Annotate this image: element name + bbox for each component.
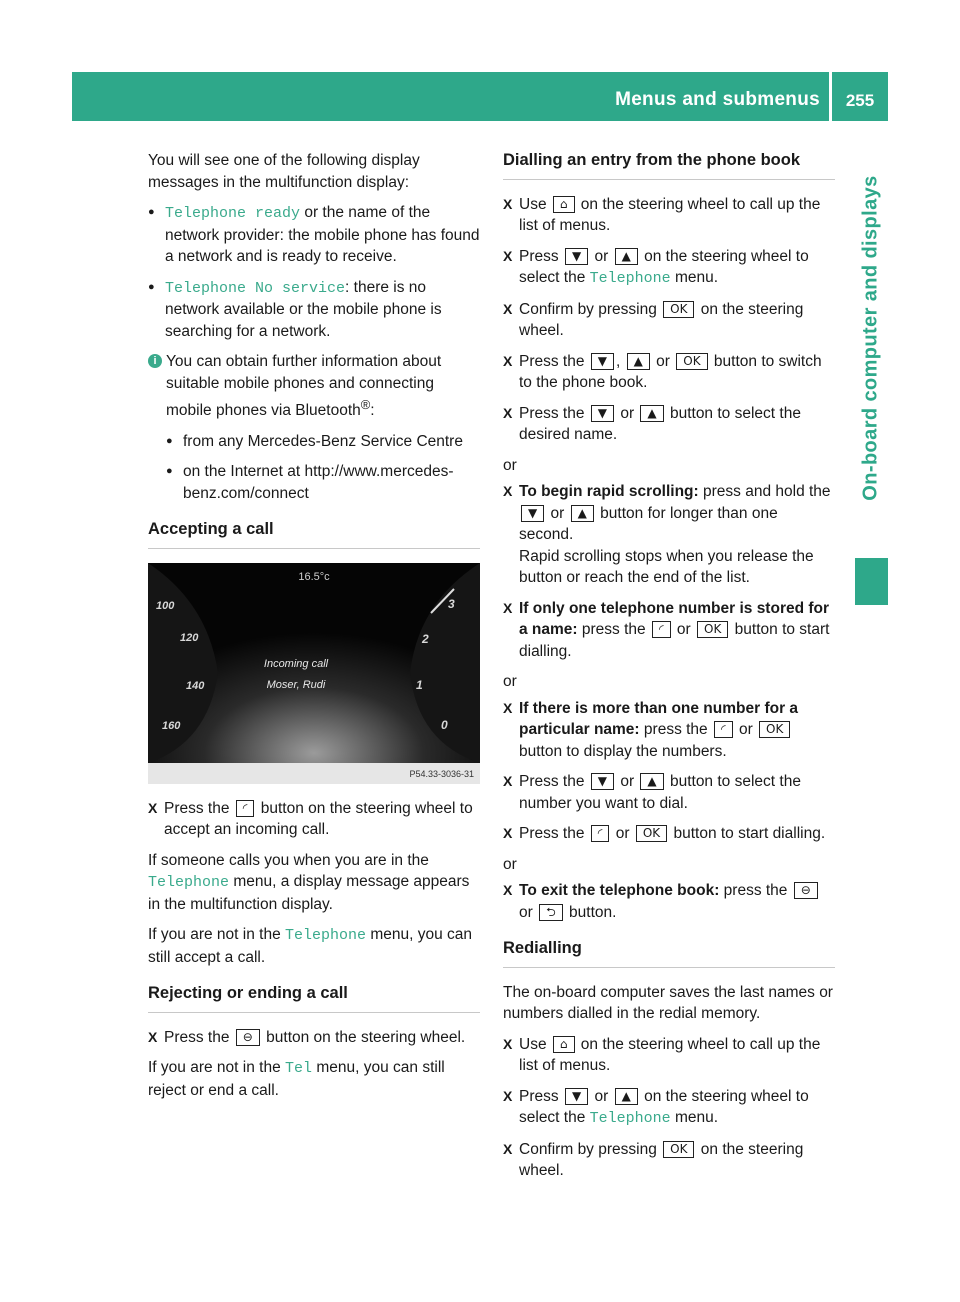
step-text: button to switch to the phone book. — [519, 352, 822, 391]
chapter-tab-marker — [855, 558, 888, 605]
paragraph-tel-menu — [148, 1057, 480, 1101]
step-rapid-scrolling — [503, 481, 835, 589]
step-text: Use — [519, 195, 551, 213]
step-redial-confirm — [503, 1139, 835, 1182]
info-note — [148, 351, 480, 422]
bullet-text: : there is no network available or the mobile phone is searching for a network. — [165, 278, 442, 340]
bullet-icon: ● — [148, 280, 155, 293]
bullet-no-service — [148, 277, 480, 343]
step-text: Press the — [519, 773, 589, 790]
heading-accepting-call: Accepting a call — [148, 519, 480, 549]
up-arrow-icon: ▲ — [615, 248, 638, 265]
step-redial-select-telephone — [503, 1086, 835, 1130]
bullet-text: or the name of the network provider: the mobile phone has found a network and is ready to receive. — [165, 204, 480, 265]
step-text: or — [616, 404, 639, 422]
step-text: Confirm by pressing — [519, 300, 662, 318]
step-text: Press the — [519, 825, 589, 842]
bullet-icon: ● — [148, 206, 155, 218]
step-marker-icon: X — [503, 195, 513, 212]
step-start-dialling — [503, 823, 835, 845]
step-text: , — [616, 352, 625, 370]
step-text: or — [590, 247, 613, 265]
heading-rejecting-call: Rejecting or ending a call — [148, 983, 480, 1013]
bullet-text: from any Mercedes-Benz Service Centre — [183, 432, 463, 450]
display-message-code: Telephone ready — [165, 205, 301, 222]
step-text: or — [611, 825, 634, 842]
speed-tick-label: 120 — [180, 631, 199, 644]
up-arrow-icon: ▲ — [615, 1088, 638, 1105]
step-switch-phone-book — [503, 351, 835, 394]
step-bold-text: To begin rapid scrolling: — [519, 483, 699, 500]
step-text: menu. — [670, 1109, 719, 1126]
display-line-caller: Moser, Rudi — [266, 678, 326, 691]
step-select-name — [503, 403, 835, 446]
down-arrow-icon: ▼ — [591, 353, 614, 370]
info-icon: i — [148, 354, 162, 368]
intro-paragraph: You will see one of the following display messages in the multifunction display: — [148, 152, 420, 191]
rpm-tick-label: 0 — [441, 717, 448, 732]
step-marker-icon: X — [503, 773, 513, 789]
paragraph-not-in-menu — [148, 924, 480, 968]
menu-name-code: Tel — [285, 1060, 313, 1078]
paragraph-telephone-menu — [148, 850, 480, 916]
step-marker-icon: X — [503, 352, 513, 369]
step-text: Press the — [519, 404, 589, 422]
speed-tick-label: 140 — [186, 679, 205, 692]
info-bullet-internet — [166, 461, 480, 504]
step-text: or — [672, 621, 696, 638]
rpm-tick-label: 2 — [422, 631, 429, 646]
step-text: Press — [519, 247, 563, 265]
step-text: button to start dialling. — [519, 621, 830, 660]
info-bullet-service-centre — [166, 431, 480, 453]
step-text: or — [616, 773, 639, 790]
step-call-up-menus — [503, 194, 835, 237]
registered-mark: ® — [360, 397, 371, 412]
step-marker-icon: X — [503, 1035, 513, 1052]
phone-answer-icon: ◜ — [714, 721, 733, 738]
step-marker-icon: X — [148, 1028, 158, 1045]
paragraph-redial: The on-board computer saves the last names or numbers dialled in the redial memory. — [503, 983, 833, 1022]
step-text: Press — [519, 1087, 563, 1105]
step-marker-icon: X — [503, 825, 513, 841]
phone-answer-icon: ◜ — [591, 825, 610, 842]
step-marker-icon: X — [503, 1140, 513, 1157]
text: menu, you can still reject or end a call. — [148, 1059, 445, 1099]
phone-answer-icon: ◜ — [652, 621, 671, 638]
step-multiple-numbers — [503, 698, 835, 763]
step-marker-icon: X — [503, 599, 513, 616]
step-text: on the steering wheel to call up the list of menus. — [519, 1035, 821, 1074]
text: menu, you can still accept a call. — [148, 926, 473, 966]
phone-hangup-icon: ⊖ — [794, 882, 818, 899]
down-arrow-icon: ▼ — [565, 1088, 588, 1105]
page-number: 255 — [832, 72, 888, 121]
or-separator: or — [503, 456, 517, 474]
step-subtext: Rapid scrolling stops when you release the button or reach the end of the list. — [519, 547, 814, 586]
step-bold-text: To exit the telephone book: — [519, 882, 720, 899]
text: menu, a display message appears in the multifunction display. — [148, 873, 470, 913]
step-marker-icon: X — [148, 799, 158, 816]
back-icon: ⮌ — [539, 904, 563, 921]
step-text: press the — [719, 882, 792, 899]
home-icon: ⌂ — [553, 196, 575, 213]
menu-name-code: Telephone — [148, 874, 230, 892]
step-reject-call — [148, 1027, 480, 1049]
step-text: Press the — [519, 352, 589, 370]
up-arrow-icon: ▲ — [627, 353, 650, 370]
ok-icon: OK — [663, 301, 694, 318]
step-text: press the — [639, 721, 712, 738]
step-text: or — [590, 1087, 613, 1105]
down-arrow-icon: ▼ — [591, 405, 614, 422]
step-marker-icon: X — [503, 404, 513, 421]
step-text: button on the steering wheel. — [261, 1028, 466, 1046]
home-icon: ⌂ — [553, 1036, 575, 1053]
step-text: menu. — [670, 269, 719, 286]
rpm-tick-label: 3 — [448, 596, 455, 611]
step-text: or — [519, 903, 538, 921]
step-text: Press the — [164, 799, 234, 817]
step-text: or — [546, 504, 569, 522]
display-line-incoming: Incoming call — [263, 657, 329, 670]
ok-icon: OK — [663, 1141, 694, 1158]
left-column — [148, 150, 480, 1110]
ok-icon: OK — [697, 621, 728, 638]
down-arrow-icon: ▼ — [565, 248, 588, 265]
ok-icon: OK — [676, 353, 707, 370]
step-select-number — [503, 771, 835, 814]
rpm-tick-label: 1 — [416, 677, 423, 692]
step-text: or — [734, 721, 758, 738]
step-text: on the steering wheel. — [519, 1140, 804, 1179]
text: If you are not in the — [148, 1059, 286, 1077]
up-arrow-icon: ▲ — [640, 773, 663, 790]
info-text-end: : — [370, 402, 375, 420]
bullet-icon: ● — [166, 434, 173, 447]
heading-dialling-phone-book: Dialling an entry from the phone book — [503, 150, 835, 180]
text: If you are not in the — [148, 926, 286, 944]
down-arrow-icon: ▼ — [521, 505, 544, 522]
heading-redialling: Redialling — [503, 938, 835, 968]
step-select-telephone-menu — [503, 246, 835, 290]
step-bold-text: If only one telephone number is stored for a name: — [519, 599, 830, 638]
speed-tick-label: 160 — [162, 719, 181, 732]
step-redial-call-up-menus — [503, 1034, 835, 1077]
page-section-title: Menus and submenus — [615, 89, 820, 110]
speed-tick-label: 100 — [156, 599, 175, 612]
step-text: button to select the number you want to dial. — [519, 773, 801, 812]
phone-hangup-icon: ⊖ — [236, 1029, 260, 1046]
step-text: Confirm by pressing — [519, 1140, 662, 1158]
chapter-tab-label: On-board computer and displays — [859, 175, 882, 501]
right-column — [503, 150, 835, 1191]
up-arrow-icon: ▲ — [571, 505, 594, 522]
step-marker-icon: X — [503, 300, 513, 317]
outside-temperature: 16.5°c — [298, 570, 330, 583]
step-single-number — [503, 598, 835, 663]
step-text: button to select the desired name. — [519, 404, 801, 443]
step-text: press and hold the — [698, 483, 831, 500]
step-text: button to start dialling. — [669, 825, 826, 842]
menu-name-code: Telephone — [589, 270, 671, 287]
step-marker-icon: X — [503, 247, 513, 264]
step-text: button on the steering wheel to accept an incoming call. — [164, 799, 473, 839]
bullet-icon: ● — [166, 465, 173, 478]
step-exit-phone-book — [503, 880, 835, 923]
step-text: on the steering wheel to select the — [519, 1087, 809, 1126]
step-text: button to display the numbers. — [519, 742, 727, 760]
menu-name-code: Telephone — [589, 1110, 671, 1127]
display-message-code: Telephone No service — [165, 279, 346, 297]
step-text: on the steering wheel to select the — [519, 247, 809, 286]
up-arrow-icon: ▲ — [640, 405, 663, 422]
step-text: button. — [564, 903, 617, 921]
or-separator: or — [503, 855, 517, 873]
step-marker-icon: X — [503, 483, 513, 499]
step-text: on the steering wheel. — [519, 300, 804, 339]
step-bold-text: If there is more than one number for a particular name: — [519, 699, 799, 738]
step-marker-icon: X — [503, 699, 513, 716]
instrument-cluster-image — [148, 563, 480, 784]
figure-reference: P54.33-3036-31 — [409, 768, 474, 779]
down-arrow-icon: ▼ — [591, 773, 614, 790]
or-separator: or — [503, 673, 517, 690]
step-text: Press the — [164, 1028, 234, 1046]
step-text: press the — [577, 621, 650, 638]
step-text: or — [651, 352, 675, 370]
bullet-telephone-ready — [148, 202, 480, 268]
step-text: on the steering wheel to call up the list of menus. — [519, 195, 821, 234]
step-text: button for longer than one second. — [519, 504, 778, 543]
step-marker-icon: X — [503, 1087, 513, 1104]
menu-name-code: Telephone — [285, 927, 367, 945]
step-accept-call — [148, 798, 480, 841]
bullet-text: on the Internet at http://www.mercedes-benz.com/connect — [183, 463, 454, 502]
step-confirm — [503, 299, 835, 342]
step-marker-icon: X — [503, 882, 513, 898]
step-text: Use — [519, 1035, 551, 1053]
text: If someone calls you when you are in the — [148, 851, 429, 869]
ok-icon: OK — [759, 721, 790, 738]
info-text: You can obtain further information about suitable mobile phones and connecting mobile phones via Bluetooth — [166, 353, 442, 420]
ok-icon: OK — [636, 825, 667, 842]
phone-answer-icon: ◜ — [236, 800, 255, 817]
